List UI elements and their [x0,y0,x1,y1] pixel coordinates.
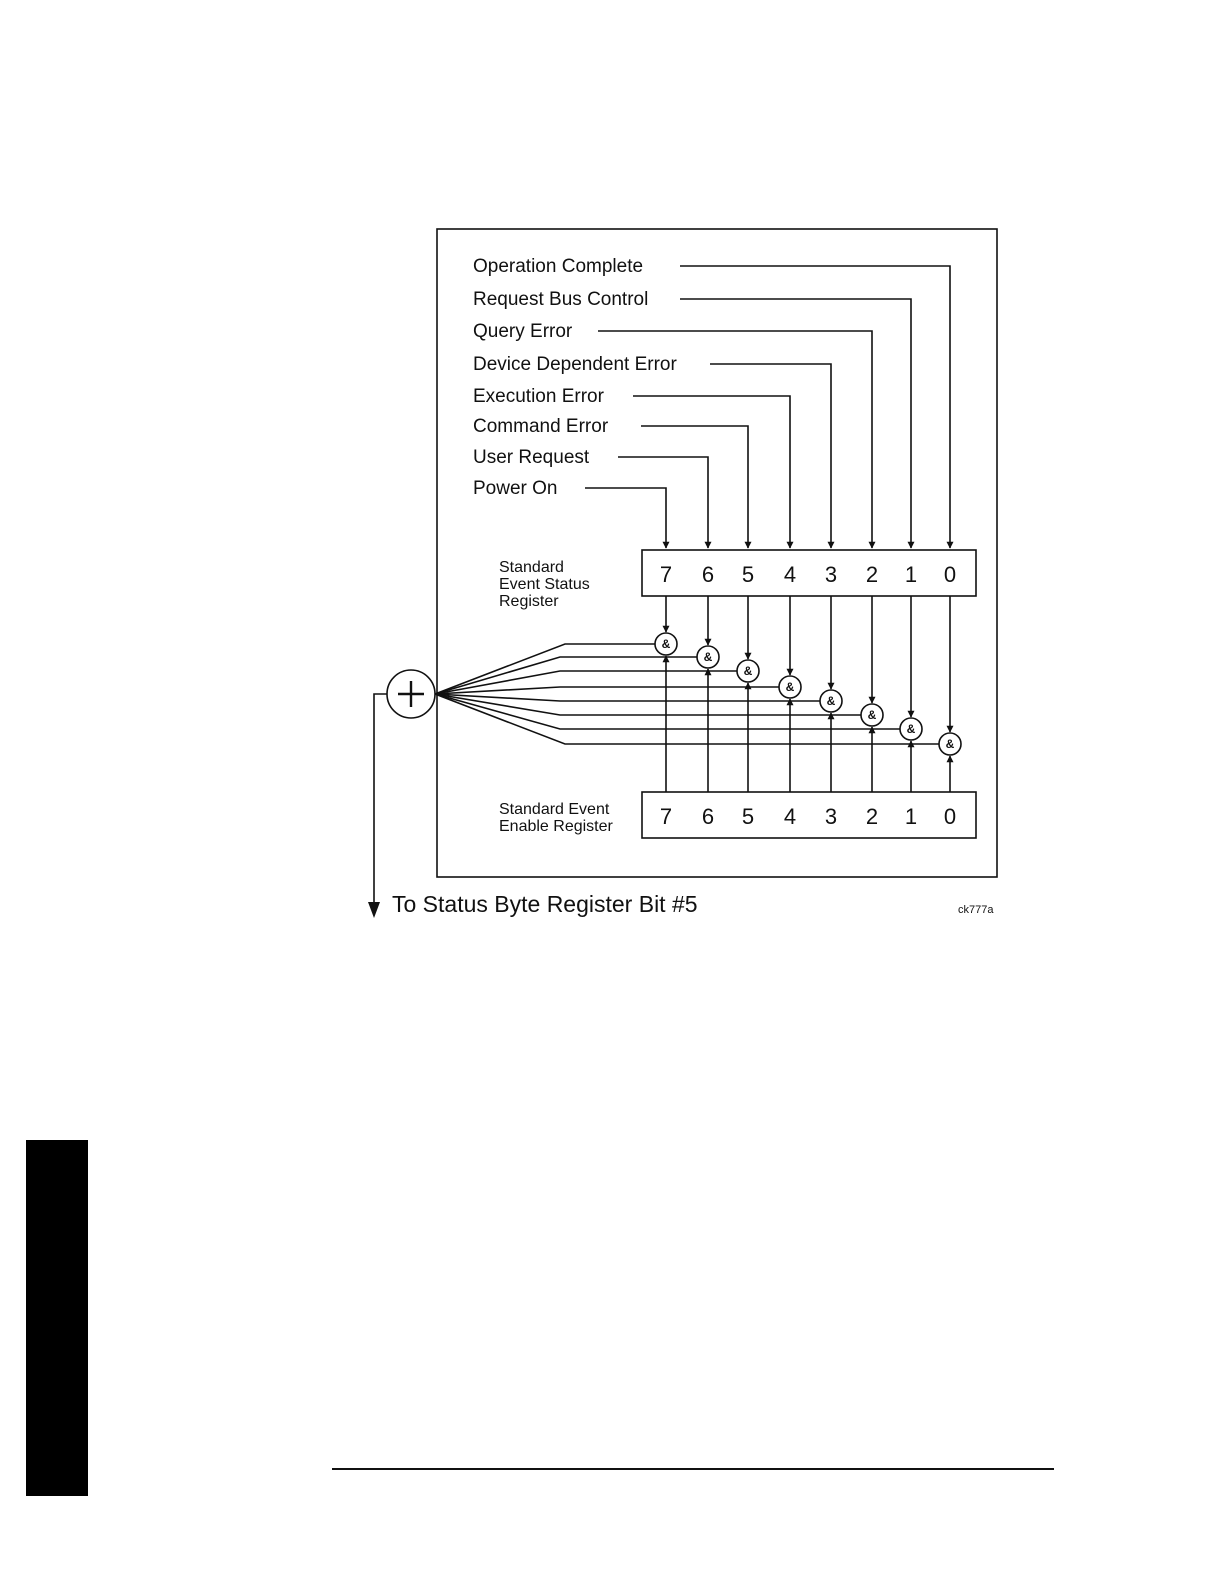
enable-bit-6: 6 [701,804,715,829]
output-arrowhead [368,902,380,918]
gate-to-or-bit-6 [435,657,697,694]
event-label-bit-3: Device Dependent Error [473,354,677,375]
enable-bit-5: 5 [741,804,755,829]
enable-register-label-line-2: Enable Register [499,818,613,835]
status-register-label-line-2: Event Status [499,576,590,593]
gate-to-or-bit-5 [435,671,737,694]
and-gate-symbol-bit-1: & [906,722,916,736]
event-line-bit-0 [680,266,950,548]
event-label-bit-7: Power On [473,478,558,499]
status-bit-5: 5 [741,562,755,587]
event-line-bit-1 [680,299,911,548]
status-bit-6: 6 [701,562,715,587]
gate-to-or-bit-4 [435,687,779,694]
event-label-bit-1: Request Bus Control [473,289,649,310]
and-gate-symbol-bit-0: & [945,737,955,751]
figure-tag: ck777a [958,904,994,916]
and-gate-symbol-bit-5: & [743,664,753,678]
enable-bit-1: 1 [904,804,918,829]
enable-register-label-line-1: Standard Event [499,801,610,818]
and-gate-symbol-bit-3: & [826,694,836,708]
event-label-bit-4: Execution Error [473,386,604,407]
chapter-side-tab [26,1140,88,1496]
event-label-bit-2: Query Error [473,321,573,342]
event-line-bit-4 [633,396,790,548]
status-bit-7: 7 [659,562,673,587]
enable-bit-3: 3 [824,804,838,829]
status-bit-0: 0 [943,562,957,587]
footer-rule [332,1468,1054,1470]
status-bit-4: 4 [783,562,797,587]
event-line-bit-5 [641,426,748,548]
status-register-label-line-1: Standard [499,559,564,576]
enable-bit-0: 0 [943,804,957,829]
and-gate-symbol-bit-4: & [785,680,795,694]
status-register-label-line-3: Register [499,593,559,610]
and-gate-symbol-bit-2: & [867,708,877,722]
output-label: To Status Byte Register Bit #5 [392,891,698,917]
event-line-bit-6 [618,457,708,548]
status-bit-2: 2 [865,562,879,587]
event-label-bit-0: Operation Complete [473,256,644,277]
event-line-bit-7 [585,488,666,548]
event-label-bit-5: Command Error [473,416,609,437]
event-line-bit-3 [710,364,831,548]
and-gate-symbol-bit-6: & [703,650,713,664]
gate-to-or-bit-3 [435,694,820,701]
status-bit-3: 3 [824,562,838,587]
and-gate-symbol-bit-7: & [661,637,671,651]
event-label-bit-6: User Request [473,447,590,468]
enable-bit-7: 7 [659,804,673,829]
output-line [374,694,387,905]
status-bit-1: 1 [904,562,918,587]
enable-bit-4: 4 [783,804,797,829]
enable-bit-2: 2 [865,804,879,829]
enable-register-box [642,792,976,838]
status-register-box [642,550,976,596]
